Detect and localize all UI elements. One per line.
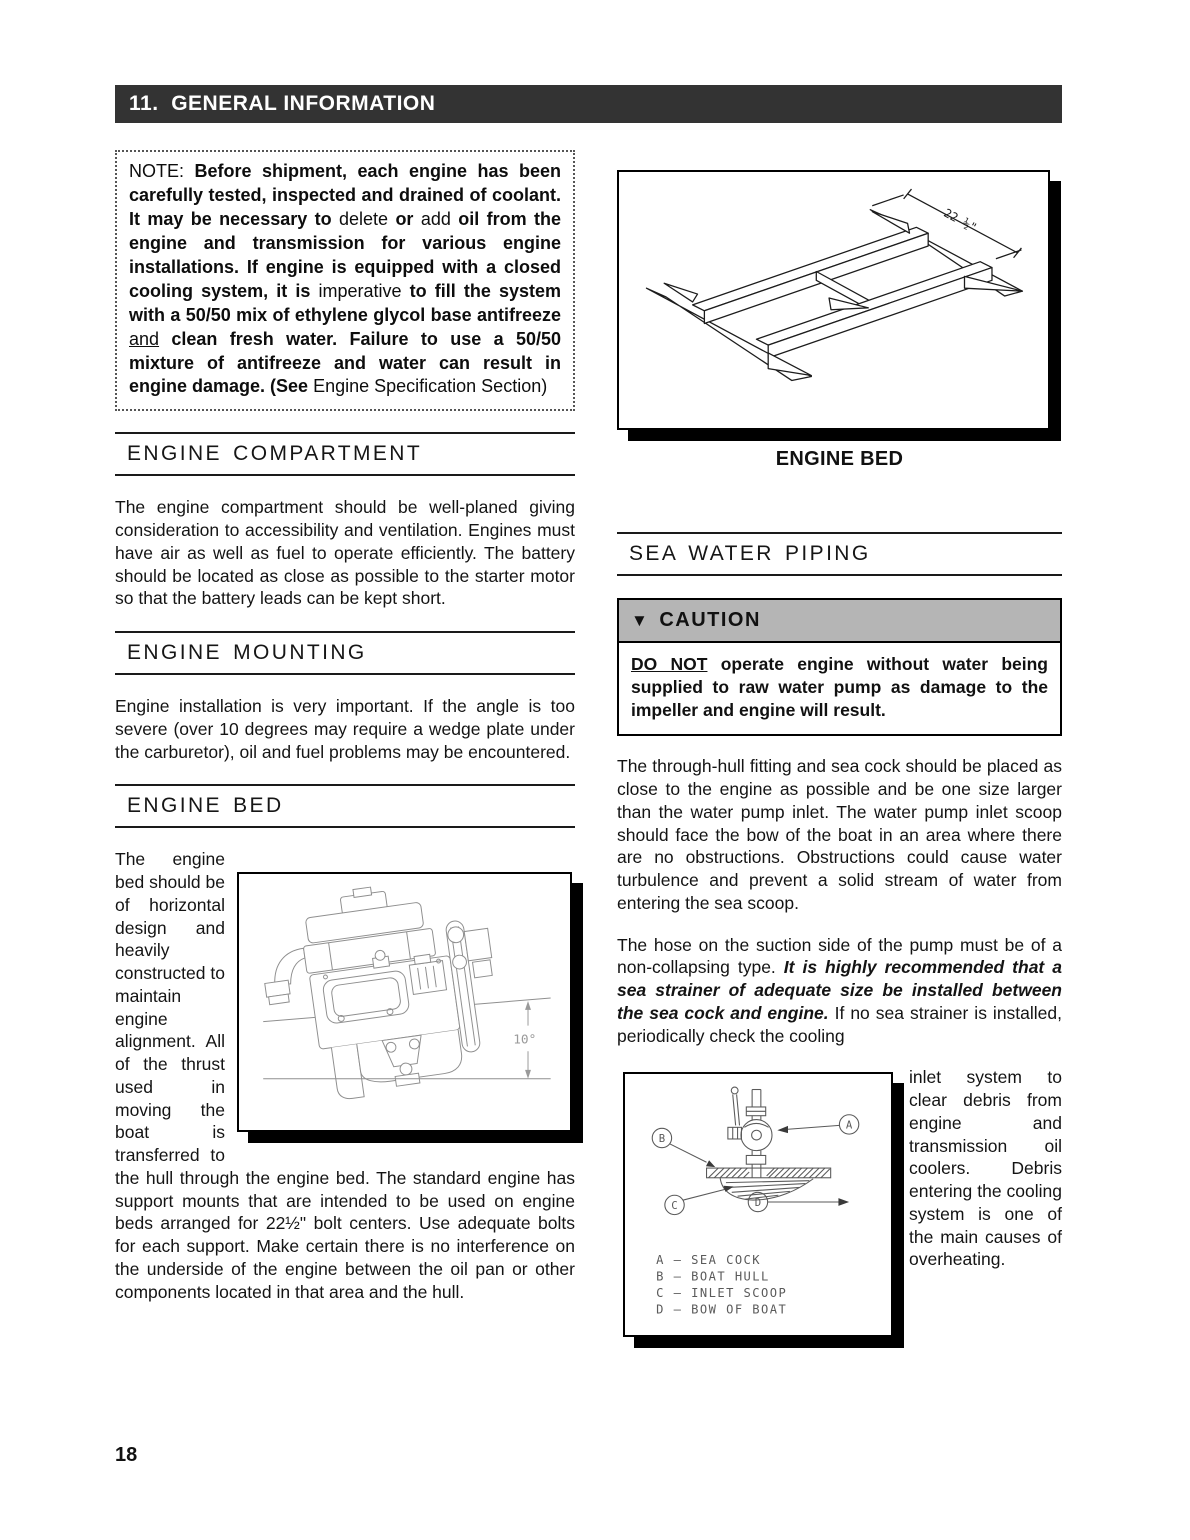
callout-b-letter: B xyxy=(658,1132,666,1146)
legend-line-a: A — SEA COCK xyxy=(656,1253,762,1268)
legend-line-c: C — INLET SCOOP xyxy=(656,1286,788,1301)
caution-header xyxy=(619,600,1060,643)
engine-mounting-paragraph: Engine installation is very important. If the angle is too severe (over 10 degrees may require a wedge plate under the carburetor), oil and fuel problems may be encountered. xyxy=(115,696,575,762)
sea-cock-figure xyxy=(623,1072,893,1337)
section-heading-engine-mounting xyxy=(115,631,575,675)
section-title: ENGINE MOUNTING xyxy=(127,641,367,665)
callout-d-letter: D xyxy=(754,1196,762,1210)
section-title: ENGINE COMPARTMENT xyxy=(127,442,423,466)
heading-rule xyxy=(617,574,1062,576)
angle-dimension xyxy=(513,1001,536,1079)
engine-bed-figure-caption: ENGINE BED xyxy=(775,448,904,470)
page-number: 18 xyxy=(115,1444,138,1466)
engine-bed-drawing xyxy=(619,172,1044,424)
sea-water-paragraph-2-continued xyxy=(617,1066,1062,1351)
sea-cock-legend xyxy=(656,1253,787,1316)
legend-line-d: D — BOW OF BOAT xyxy=(656,1302,788,1317)
engine-outline xyxy=(254,874,509,1108)
sea-cock-drawing xyxy=(625,1074,887,1331)
caution-header-label: CAUTION xyxy=(659,609,761,631)
angle-label: 10° xyxy=(513,1032,537,1048)
engine-tilt-drawing xyxy=(239,874,566,1126)
caution-body: DO NOT operate engine without water being supplied to raw water pump as damage to the impeller and engine will result. xyxy=(631,654,1048,721)
section-title: SEA WATER PIPING xyxy=(629,542,871,565)
heading-rule xyxy=(115,474,575,476)
section-heading-engine-compartment xyxy=(115,432,575,476)
section-title: ENGINE BED xyxy=(127,794,284,818)
callout-a-letter: A xyxy=(845,1118,853,1132)
caution-box xyxy=(617,598,1062,736)
callout-a xyxy=(777,1115,858,1134)
engine-bed-paragraph xyxy=(115,848,575,1303)
callout-b xyxy=(652,1129,715,1168)
callout-c-letter: C xyxy=(671,1199,678,1213)
right-column xyxy=(617,170,1062,1351)
sea-water-paragraph-1: The through-hull fitting and sea cock should be placed as close to the engine as possible and be one size larger than the water pump inlet. The water pump inlet scoop should face the bow of the boat in an area where there are no obstructions. Obstructions could cause water turbulence and prevent a solid stream of water from entering the sea scoop. xyxy=(617,756,1062,913)
section-heading-engine-bed xyxy=(115,784,575,828)
section-heading-sea-water-piping xyxy=(617,532,1062,576)
heading-rule xyxy=(115,673,575,675)
callout-d xyxy=(748,1193,849,1212)
note-box: NOTE: Before shipment, each engine has been carefully tested, inspected and drained of coolant. It may be necessary to delete or add oil from the engine and transmission for various engine installations. If engine is equipped with a closed cooling system, it is imperative to fill the system with a 50/50 mix of ethylene glycol base antifreeze and clean fresh water. Failure to use a 50/50 mixture of antifreeze and water can result in engine damage. (See Engine Specification Section) xyxy=(115,150,575,411)
legend-line-b: B — BOAT HULL xyxy=(656,1269,770,1284)
engine-tilt-figure xyxy=(237,872,572,1132)
left-column xyxy=(115,150,575,1303)
engine-compartment-paragraph: The engine compartment should be well-planed giving consideration to accessibility and ventilation. Engines must have air as well as fuel to operate efficiently. The battery should be located as close as possible to the starter motor so that the battery leads can be kept short. xyxy=(115,497,575,609)
caution-triangle-icon: ▼ xyxy=(631,611,650,630)
sea-water-paragraph-2: The hose on the suction side of the pump must be of a non-collapsing type. It is highly recommended that a sea strainer of adequate size be installed between the sea cock and engine. If no sea strainer is installed, periodically check the cooling xyxy=(617,934,1062,1046)
engine-bed-body-text: The engine bed should be of horizontal design and heavily constructed to maintain engine alignment. All of the thrust used in moving the boat is transferred to the hull through the engine bed. The standard engine has support mounts that are intended to be used on engine beds arranged for 22½" bolt centers. Use adequate bolts for each support. Make certain there is no interference on the underside of the engine between the oil pan or other components located in that area and the hull. xyxy=(115,849,575,1302)
page-title: 11. GENERAL INFORMATION xyxy=(115,85,1062,123)
sea-water-wrap-text: inlet system to clear debris from engine and transmission oil coolers. Debris entering the cooling system is one of the main causes of overheating. xyxy=(909,1067,1062,1270)
engine-bed-figure xyxy=(617,170,1050,430)
heading-rule xyxy=(115,826,575,828)
callout-c xyxy=(665,1186,734,1215)
bed-dimension-label: 22 ½" xyxy=(941,205,980,235)
